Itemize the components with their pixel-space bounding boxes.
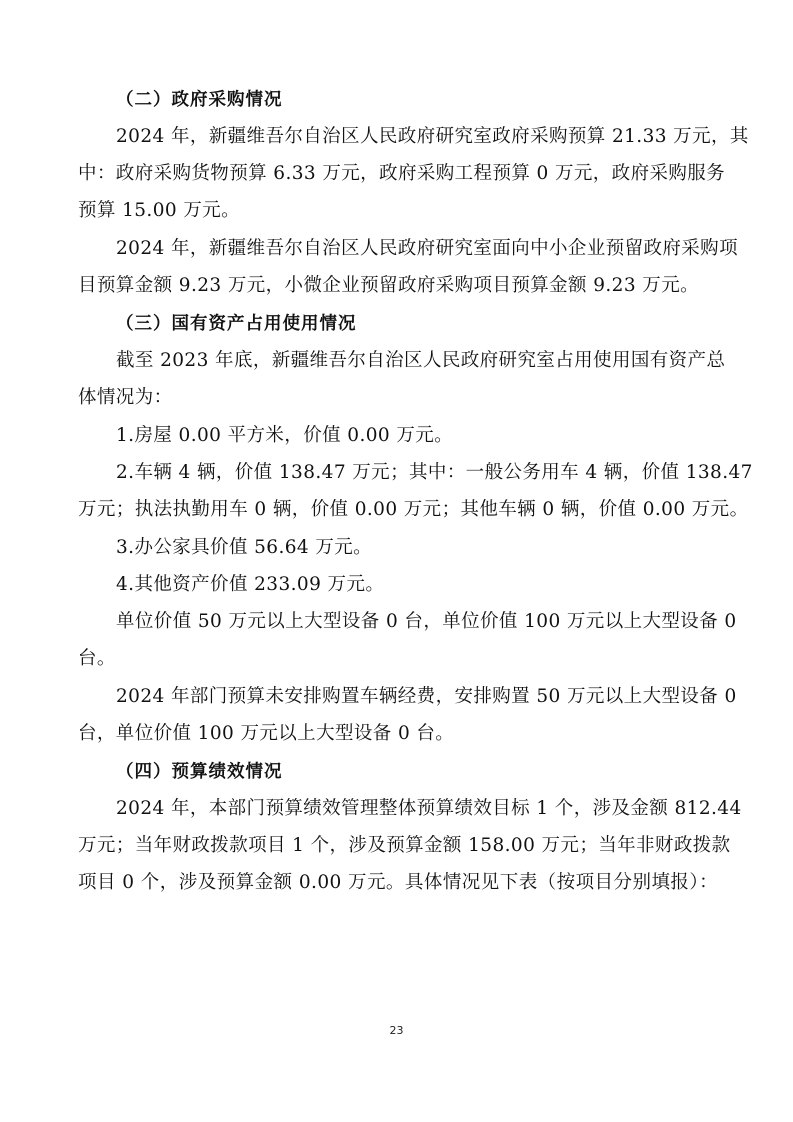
paragraph-line: 2024 年，新疆维吾尔自治区人民政府研究室面向中小企业预留政府采购项 (116, 238, 738, 259)
list-item: 2.车辆 4 辆，价值 138.47 万元；其中：一般公务用车 4 辆，价值 138.47 (116, 462, 753, 483)
paragraph-line: 目预算金额 9.23 万元，小微企业预留政府采购项目预算金额 9.23 万元。 (78, 275, 700, 296)
list-item: 4.其他资产价值 233.09 万元。 (116, 574, 385, 595)
paragraph-line: 预算 15.00 万元。 (78, 200, 241, 221)
paragraph-line: 2024 年，新疆维吾尔自治区人民政府研究室政府采购预算 21.33 万元，其 (116, 126, 749, 147)
paragraph-line: 体情况为： (78, 387, 173, 408)
section-heading-performance: （四）预算绩效情况 (116, 762, 283, 782)
paragraph-line: 单位价值 50 万元以上大型设备 0 台，单位价值 100 万元以上大型设备 0 (116, 611, 737, 632)
paragraph-line: 台，单位价值 100 万元以上大型设备 0 台。 (78, 723, 455, 744)
section-heading-procurement: （二）政府采购情况 (116, 90, 283, 110)
paragraph-line: 截至 2023 年底，新疆维吾尔自治区人民政府研究室占用使用国有资产总 (116, 350, 726, 371)
page-number: 23 (389, 1024, 404, 1037)
paragraph-line: 2024 年部门预算未安排购置车辆经费，安排购置 50 万元以上大型设备 0 (116, 686, 737, 707)
list-item-continuation: 万元；执法执勤用车 0 辆，价值 0.00 万元；其他车辆 0 辆，价值 0.00 万元。 (78, 499, 749, 520)
paragraph-line: 万元；当年财政拨款项目 1 个，涉及预算金额 158.00 万元；当年非财政拨款 (78, 835, 731, 856)
list-item: 3.办公家具价值 56.64 万元。 (116, 537, 373, 558)
paragraph-line: 2024 年，本部门预算绩效管理整体预算绩效目标 1 个，涉及金额 812.44 (116, 798, 742, 819)
section-heading-assets: （三）国有资产占用使用情况 (116, 314, 357, 334)
paragraph-line: 项目 0 个，涉及预算金额 0.00 万元。具体情况见下表（按项目分别填报）： (78, 872, 718, 893)
paragraph-line: 中：政府采购货物预算 6.33 万元，政府采购工程预算 0 万元，政府采购服务 (78, 163, 726, 184)
list-item: 1.房屋 0.00 平方米，价值 0.00 万元。 (116, 425, 454, 446)
paragraph-line: 台。 (78, 648, 116, 669)
